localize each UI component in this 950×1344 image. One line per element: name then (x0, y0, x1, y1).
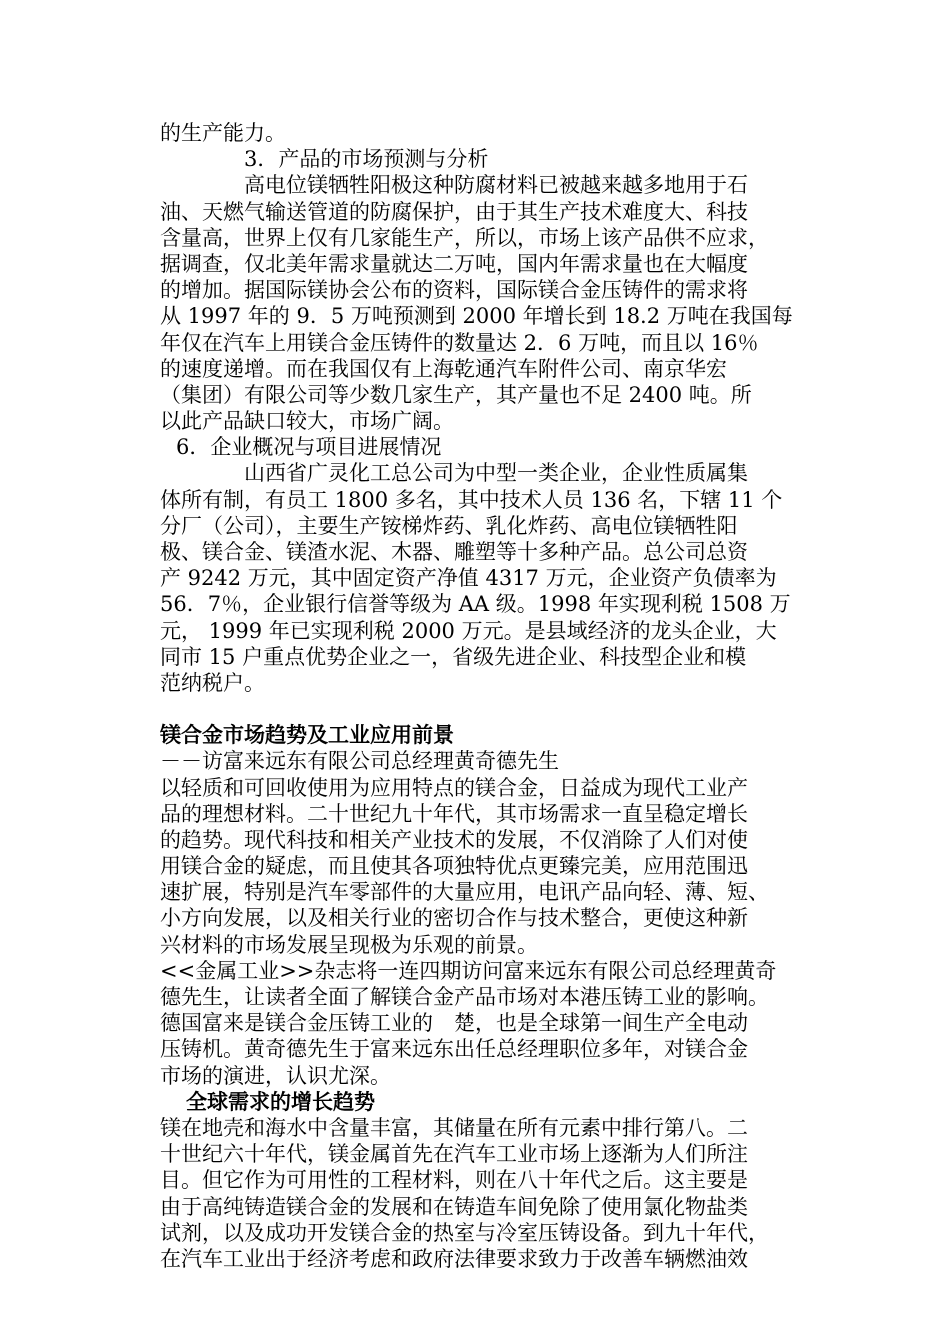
text-line: 极、镁合金、镁渣水泥、木器、雕塑等十多种产品。总公司总资 (160, 540, 748, 564)
text-line: 同市 15 户重点优势企业之一，省级先进企业、科技型企业和模 (160, 644, 747, 669)
section-magnesium-article (160, 722, 860, 1272)
text-line: 以此产品缺口较大，市场广阔。 (160, 409, 454, 434)
text-line: 以轻质和可回收使用为应用特点的镁合金，日益成为现代工业产 (160, 775, 748, 800)
heading-line: 镁合金市场趋势及工业应用前景 (160, 722, 454, 748)
paragraph-gap (160, 696, 860, 722)
text-line: 3．产品的市场预测与分析 (244, 147, 489, 172)
text-line: 从 1997 年的 9．5 万吨预测到 2000 年增长到 18.2 万吨在我国每 (160, 304, 793, 329)
text-line: 德先生，让读者全面了解镁合金产品市场对本港压铸工业的影响。 (160, 985, 769, 1009)
text-line: 山西省广灵化工总公司为中型一类企业，企业性质属集 (244, 461, 748, 486)
text-line: －－访富来远东有限公司总经理黄奇德先生 (160, 749, 559, 774)
text-line: 含量高，世界上仅有几家能生产，所以，市场上该产品供不应求， (160, 225, 769, 250)
text-line: 年仅在汽车上用镁合金压铸件的数量达 2．6 万吨，而且以 16％ (160, 330, 759, 355)
text-line: 小方向发展，以及相关行业的密切合作与技术整合，更使这种新 (160, 906, 748, 931)
text-line: 速扩展，特别是汽车零部件的大量应用，电讯产品向轻、薄、短、 (160, 880, 769, 905)
text-line: 十世纪六十年代，镁金属首先在汽车工业市场上逐渐为人们所注 (160, 1142, 748, 1167)
text-line: （集团）有限公司等少数几家生产，其产量也不足 2400 吨。所 (160, 382, 752, 407)
section-company-report (160, 120, 860, 696)
text-line: 的速度递增。而在我国仅有上海乾通汽车附件公司、南京华宏 (160, 356, 727, 381)
text-line: 元， 1999 年已实现利税 2000 万元。是县域经济的龙头企业，大 (160, 618, 777, 643)
text-line: 压铸机。黄奇德先生于富来远东出任总经理职位多年，对镁合金 (160, 1037, 748, 1062)
text-line: 的增加。据国际镁协会公布的资料，国际镁合金压铸件的需求将 (160, 278, 748, 303)
text-line: 兴材料的市场发展呈现极为乐观的前景。 (160, 932, 538, 957)
text-line: 高电位镁牺牲阳极这种防腐材料已被越来越多地用于石 (244, 173, 748, 198)
text-line: 的生产能力。 (160, 121, 286, 145)
text-line: 由于高纯铸造镁合金的发展和在铸造车间免除了使用氯化物盐类 (160, 1194, 748, 1219)
text-line: 6．企业概况与项目进展情况 (176, 435, 442, 460)
text-line: 镁在地壳和海水中含量丰富，其储量在所有元素中排行第八。二 (160, 1115, 748, 1140)
text-line: 用镁合金的疑虑，而且使其各项独特优点更臻完美，应用范围迅 (160, 854, 748, 879)
text-line: <<金属工业>>杂志将一连四期访问富来远东有限公司总经理黄奇 (160, 958, 777, 983)
text-line: 据调查，仅北美年需求量就达二万吨，国内年需求量也在大幅度 (160, 251, 748, 276)
heading-line: 全球需求的增长趋势 (186, 1088, 375, 1114)
text-line: 56．7％，企业银行信誉等级为 AA 级。1998 年实现利税 1508 万 (160, 592, 791, 617)
text-line: 体所有制，有员工 1800 多名，其中技术人员 136 名，下辖 11 个 (160, 487, 783, 512)
text-line: 目。但它作为可用性的工程材料，则在八十年代之后。这主要是 (160, 1168, 748, 1193)
text-line: 油、天燃气输送管道的防腐保护，由于其生产技术难度大、科技 (160, 199, 748, 224)
text-line: 产 9242 万元，其中固定资产净值 4317 万元，企业资产负债率为 (160, 566, 777, 591)
text-line: 市场的演进，认识尤深。 (160, 1063, 391, 1088)
text-line: 德国富来是镁合金压铸工业的 楚，也是全球第一间生产全电动 (160, 1011, 748, 1036)
document-page (160, 120, 860, 1272)
text-line: 分厂（公司），主要生产铵梯炸药、乳化炸药、高电位镁牺牲阳 (160, 513, 738, 538)
text-line: 范纳税户。 (160, 670, 265, 695)
text-line: 的趋势。现代科技和相关产业技术的发展，不仅消除了人们对使 (160, 827, 748, 852)
text-line: 在汽车工业出于经济考虑和政府法律要求致力于改善车辆燃油效 (160, 1246, 748, 1271)
text-line: 品的理想材料。二十世纪九十年代，其市场需求一直呈稳定增长 (160, 801, 748, 826)
text-line: 试剂，以及成功开发镁合金的热室与冷室压铸设备。到九十年代， (160, 1220, 769, 1245)
